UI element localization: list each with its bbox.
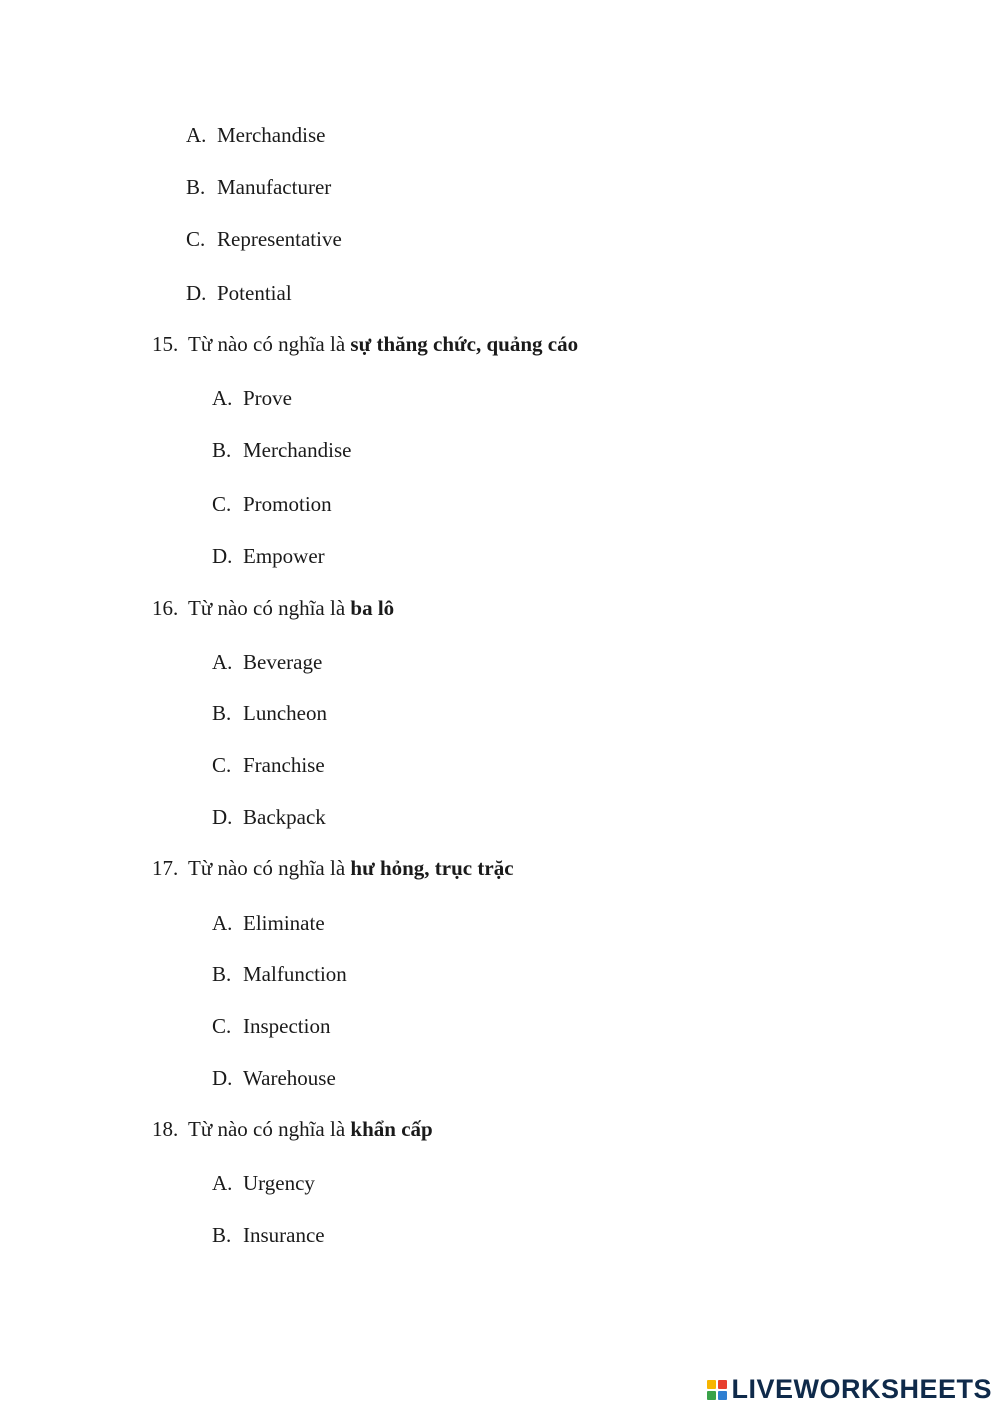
option-b <box>212 703 327 724</box>
option-c <box>186 229 342 250</box>
option-text: Inspection <box>243 1014 331 1038</box>
option-text: Urgency <box>243 1171 315 1195</box>
option-letter: D. <box>186 281 207 305</box>
question-keyword: hư hỏng, trục trặc <box>350 856 514 880</box>
option-c <box>212 755 325 776</box>
option-text: Backpack <box>243 805 326 829</box>
option-letter: C. <box>212 753 232 777</box>
option-text: Franchise <box>243 753 325 777</box>
option-text: Luncheon <box>243 701 327 725</box>
option-letter: D. <box>212 1066 233 1090</box>
option-letter: D. <box>212 805 233 829</box>
option-text: Representative <box>217 227 342 251</box>
option-letter: B. <box>212 1223 232 1247</box>
option-text: Prove <box>243 386 292 410</box>
option-a <box>212 388 292 409</box>
option-letter: A. <box>212 386 233 410</box>
option-letter: B. <box>212 438 232 462</box>
option-text: Potential <box>217 281 292 305</box>
option-c <box>212 1016 330 1037</box>
option-text: Warehouse <box>243 1066 336 1090</box>
option-letter: A. <box>212 911 233 935</box>
option-text: Empower <box>243 544 325 568</box>
logo-square-blue <box>718 1391 727 1400</box>
question-16 <box>152 598 394 619</box>
liveworksheets-logo-icon <box>707 1380 727 1400</box>
option-d <box>186 283 292 304</box>
question-keyword: khẩn cấp <box>350 1117 433 1141</box>
liveworksheets-logo[interactable] <box>707 1374 992 1405</box>
option-a <box>212 652 322 673</box>
logo-square-green <box>707 1391 716 1400</box>
option-text: Promotion <box>243 492 332 516</box>
option-letter: A. <box>186 123 207 147</box>
logo-text: LIVEWORKSHEETS <box>731 1374 992 1404</box>
option-b <box>186 177 331 198</box>
option-letter: C. <box>186 227 206 251</box>
option-b <box>212 1225 325 1246</box>
option-letter: B. <box>186 175 206 199</box>
option-text: Merchandise <box>217 123 326 147</box>
option-d <box>212 546 325 567</box>
option-letter: A. <box>212 650 233 674</box>
question-keyword: sự thăng chức, quảng cáo <box>350 332 579 356</box>
question-18 <box>152 1119 433 1140</box>
question-prompt: Từ nào có nghĩa là <box>188 1117 346 1141</box>
question-number: 18. <box>152 1117 179 1141</box>
question-prompt: Từ nào có nghĩa là <box>188 856 346 880</box>
option-b <box>212 964 347 985</box>
option-letter: A. <box>212 1171 233 1195</box>
option-text: Beverage <box>243 650 323 674</box>
question-number: 17. <box>152 856 179 880</box>
option-text: Manufacturer <box>217 175 332 199</box>
option-a <box>212 1173 315 1194</box>
option-d <box>212 1068 336 1089</box>
question-prompt: Từ nào có nghĩa là <box>188 332 346 356</box>
question-number: 16. <box>152 596 179 620</box>
option-text: Merchandise <box>243 438 352 462</box>
option-c <box>212 494 332 515</box>
option-text: Malfunction <box>243 962 347 986</box>
option-letter: B. <box>212 701 232 725</box>
option-letter: D. <box>212 544 233 568</box>
option-text: Eliminate <box>243 911 325 935</box>
question-number: 15. <box>152 332 179 356</box>
option-a <box>212 913 325 934</box>
logo-square-yellow <box>707 1380 716 1389</box>
option-letter: B. <box>212 962 232 986</box>
question-15 <box>152 334 578 355</box>
option-b <box>212 440 351 461</box>
logo-square-red <box>718 1380 727 1389</box>
question-prompt: Từ nào có nghĩa là <box>188 596 346 620</box>
option-letter: C. <box>212 1014 232 1038</box>
option-a <box>186 125 325 146</box>
option-d <box>212 807 326 828</box>
option-letter: C. <box>212 492 232 516</box>
question-17 <box>152 858 514 879</box>
question-keyword: ba lô <box>350 596 395 620</box>
option-text: Insurance <box>243 1223 325 1247</box>
